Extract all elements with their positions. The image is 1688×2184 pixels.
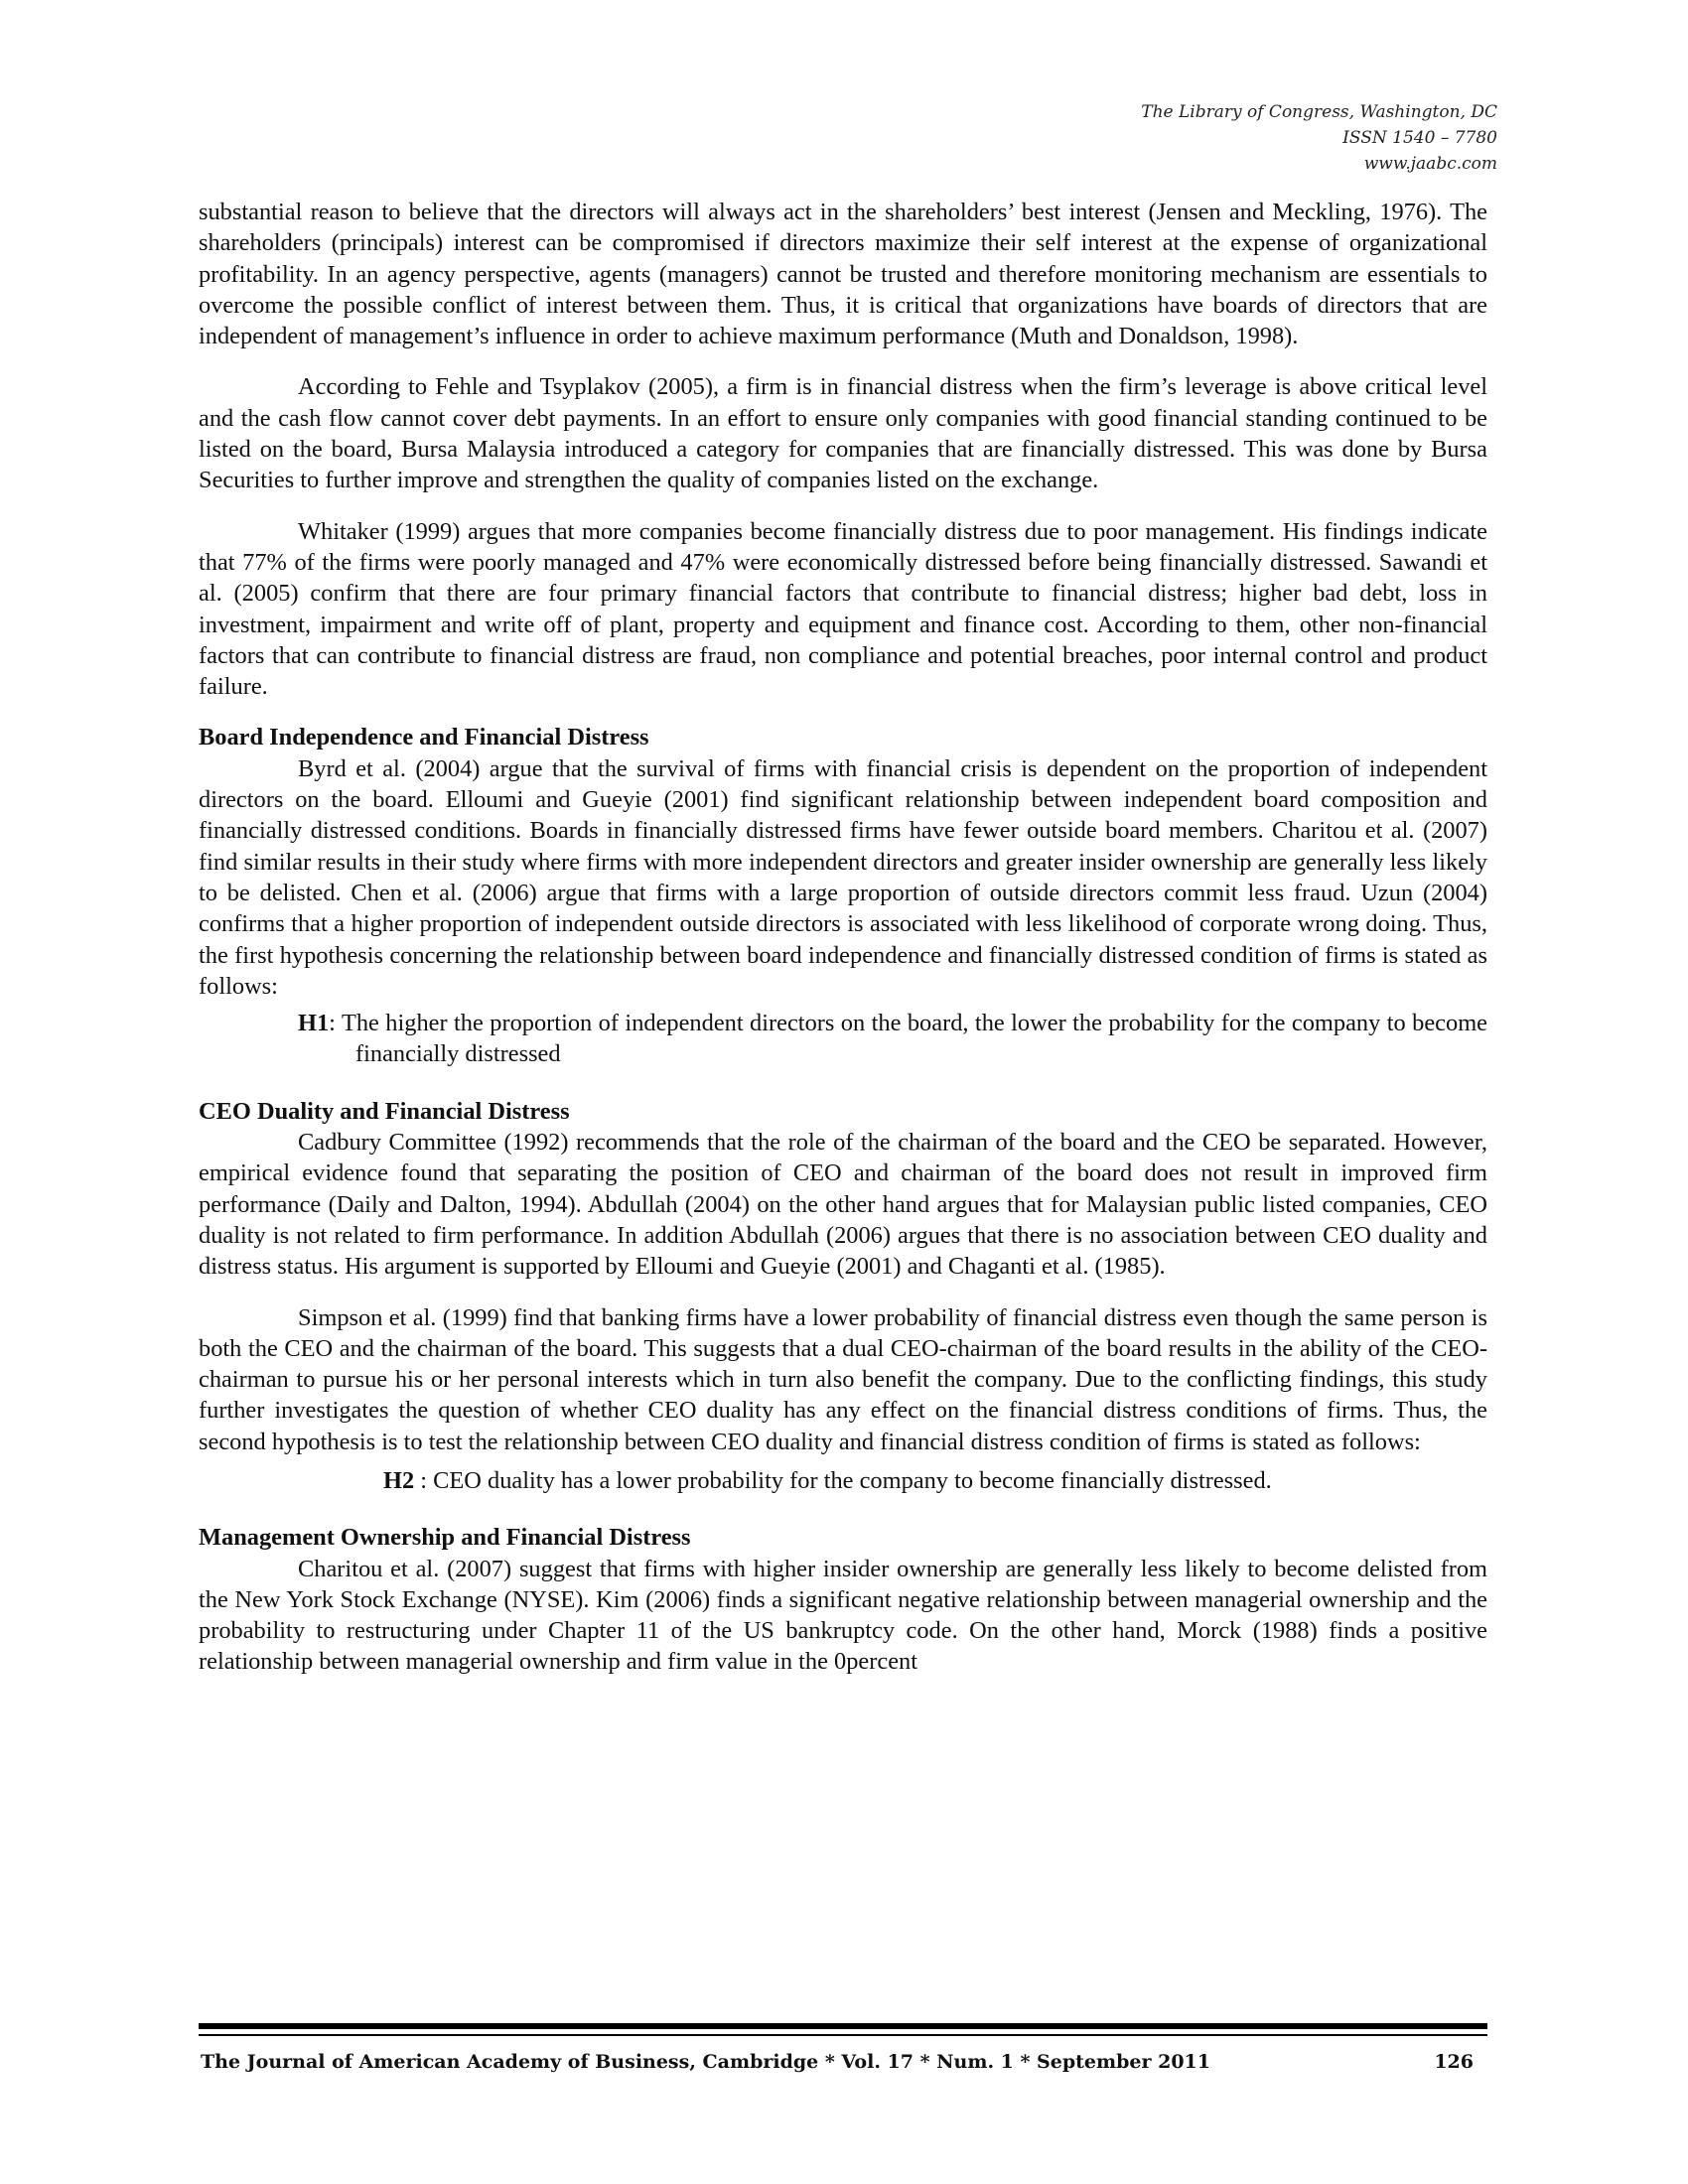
hypothesis-text: : The higher the proportion of independent directors on the board, the lower the probability for the company to become financially distressed [329, 1010, 1487, 1068]
section-heading: CEO Duality and Financial Distress [199, 1097, 570, 1125]
section-board-independence [199, 722, 1487, 1069]
hypothesis-text: : CEO duality has a lower probability for the company to become financially distressed. [414, 1466, 1272, 1494]
footer-journal-citation: The Journal of American Academy of Business, Cambridge * Vol. 17 * Num. 1 * September 2011 [201, 2051, 1211, 2073]
footer-rule-thick [199, 2023, 1487, 2029]
section-heading: Management Ownership and Financial Distress [199, 1524, 691, 1552]
paragraph-agency-theory: substantial reason to believe that the directors will always act in the shareholders’ best interest (Jensen and Meckling, 1976). The shareholders (principals) interest can be compromised if directors maximize their self interest at the expense of organizational profitability. In an agency perspective, agents (managers) cannot be trusted and therefore monitoring mechanism are essentials to overcome the possible conflict of interest between them. Thus, it is critical that organizations have boards of directors that are independent of management’s influence in order to achieve maximum performance (Muth and Donaldson, 1998). [199, 199, 1487, 350]
section-paragraph: Cadbury Committee (1992) recommends that the role of the chairman of the board and the CEO be separated. However, empirical evidence found that separating the position of CEO and chairman of the board does not result in improved firm performance (Daily and Dalton, 1994). Abdullah (2004) on the other hand argues that for Malaysian public listed companies, CEO duality is not related to firm performance. In addition Abdullah (2006) argues that there is no association between CEO duality and distress status. His argument is supported by Elloumi and Gueyie (2001) and Chaganti et al. (1985). [199, 1129, 1487, 1281]
article-body [199, 197, 1487, 1704]
header-website-line: www.jaabc.com [1363, 154, 1497, 174]
hypothesis-label: H2 [383, 1466, 415, 1494]
section-paragraph: Simpson et al. (1999) find that banking firms have a lower probability of financial distress even though the same person is both the CEO and the chairman of the board. This suggests that a dual CEO-chairman of the board results in the ability of the CEO-chairman to pursue his or her personal interests which in turn also benefit the company. Due to the conflicting findings, this study further investigates the question of whether CEO duality has any effect on the financial distress conditions of firms. Thus, the second hypothesis is to test the relationship between CEO duality and financial distress condition of firms is stated as follows: [199, 1303, 1487, 1455]
section-heading: Board Independence and Financial Distress [199, 724, 649, 751]
header-issn-line: ISSN 1540 – 7780 [1342, 128, 1497, 148]
section-paragraph: Charitou et al. (2007) suggest that firms with higher insider ownership are generally less likely to become delisted from the New York Stock Exchange (NYSE). Kim (2006) finds a significant negative relationship between managerial ownership and the probability to restructuring under Chapter 11 of the US bankruptcy code. On the other hand, Morck (1988) finds a positive relationship between managerial ownership and firm value in the 0percent [199, 1555, 1487, 1676]
paragraph-financial-distress-definition: According to Fehle and Tsyplakov (2005), a firm is in financial distress when the firm’s leverage is above critical level and the cash flow cannot cover debt payments. In an effort to ensure only companies with good financial standing continued to be listed on the board, Bursa Malaysia introduced a category for companies that are financially distressed. This was done by Bursa Securities to further improve and strengthen the quality of companies listed on the exchange. [199, 373, 1487, 494]
page-number: 126 [1434, 2051, 1474, 2073]
hypothesis-label: H1 [298, 1010, 330, 1037]
paragraph-distress-factors: Whitaker (1999) argues that more companies become financially distress due to poor management. His findings indicate that 77% of the firms were poorly managed and 47% were economically distressed before being financially distressed. Sawandi et al. (2005) confirm that there are four primary financial factors that contribute to financial distress; higher bad debt, loss in investment, impairment and write off of plant, property and equipment and finance cost. According to them, other non-financial factors that can contribute to financial distress are fraud, non compliance and potential breaches, poor internal control and product failure. [199, 517, 1487, 701]
section-paragraph: Byrd et al. (2004) argue that the survival of firms with financial crisis is dependent on the proportion of independent directors on the board. Elloumi and Gueyie (2001) find significant relationship between independent board composition and financially distressed conditions. Boards in financially distressed firms have fewer outside board members. Charitou et al. (2007) find similar results in their study where firms with more independent directors and greater insider ownership are generally less likely to be delisted. Chen et al. (2006) argue that firms with a large proportion of outside directors commit less fraud. Uzun (2004) confirms that a higher proportion of independent outside directors is associated with less likelihood of corporate wrong doing. Thus, the first hypothesis concerning the relationship between board independence and financially distressed condition of firms is stated as follows: [199, 754, 1487, 1000]
section-management-ownership [199, 1522, 1487, 1677]
running-header [902, 99, 1497, 177]
section-ceo-duality [199, 1096, 1487, 1497]
hypothesis-h1 [298, 1008, 1487, 1070]
hypothesis-h2 [383, 1465, 1487, 1496]
footer-rule-thin [199, 2034, 1487, 2036]
header-library-line: The Library of Congress, Washington, DC [1141, 102, 1497, 122]
running-footer [199, 2051, 1487, 2085]
